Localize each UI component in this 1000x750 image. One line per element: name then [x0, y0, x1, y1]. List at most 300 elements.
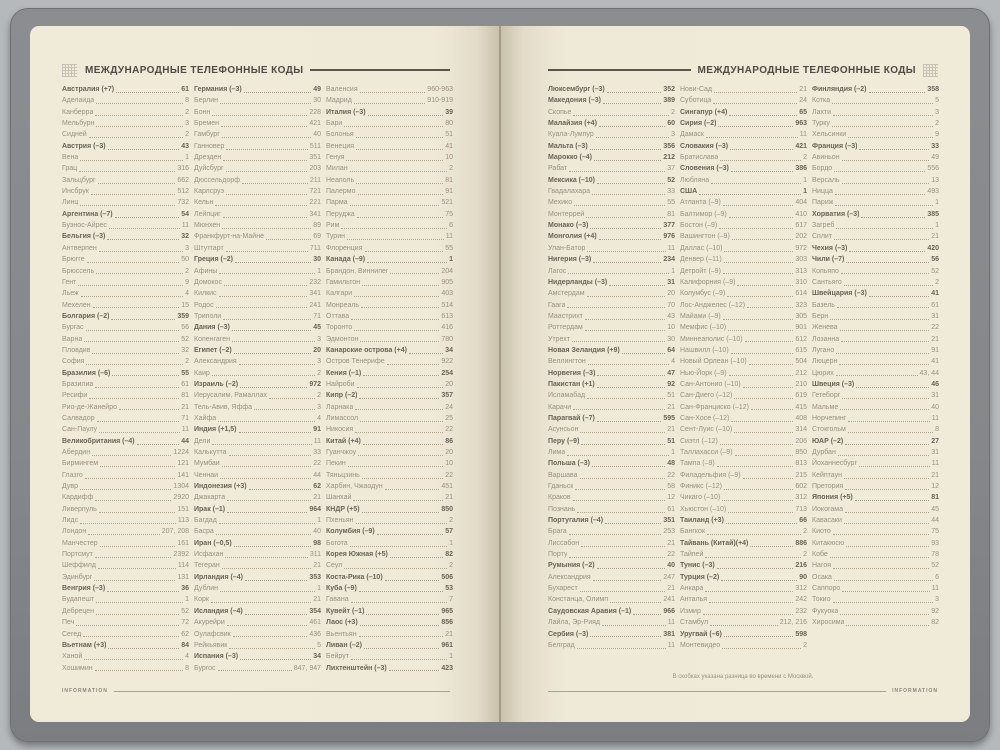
country-code-row: Италия (–3) 39 — [326, 108, 453, 116]
city-code-row: Филадельфия (–9) 215 — [680, 471, 807, 479]
city-code-row: Торонто 416 — [326, 324, 453, 332]
city-code-row: Бургас 56 — [62, 324, 189, 332]
city-code-row: Калифорния (–9) 310 — [680, 278, 807, 286]
timezone-note: В скобках указана разница во времени с Москвой. — [672, 674, 814, 680]
city-code-row: Парма 521 — [326, 199, 453, 207]
city-code-row: Мальме 40 — [812, 403, 939, 411]
city-code-row: Бангкок 2 — [680, 528, 807, 536]
country-code-row: Лихтенштейн (–3) 423 — [326, 664, 453, 672]
information-label: INFORMATION — [892, 688, 938, 694]
city-code-row: Триполи 71 — [194, 312, 321, 320]
city-code-row: Брюгге 50 — [62, 256, 189, 264]
city-code-row: Монтеррей 81 — [548, 210, 675, 218]
city-code-row: Ресифи 81 — [62, 392, 189, 400]
country-code-row: Мексика (–10) 52 — [548, 176, 675, 184]
country-code-row: Марокко (–4) 212 — [548, 154, 675, 162]
city-code-row: Лагос 1 — [548, 267, 675, 275]
city-code-row: Дуйсбург 203 — [194, 165, 321, 173]
city-code-row: Родос 241 — [194, 301, 321, 309]
country-code-row: ЮАР (–2) 27 — [812, 437, 939, 445]
city-code-row: Ченнаи 44 — [194, 471, 321, 479]
country-code-row: Македония (–3) 389 — [548, 97, 675, 105]
city-code-row: Нови-Сад 21 — [680, 86, 807, 93]
country-code-row: Великобритания (–4) 44 — [62, 437, 189, 445]
city-code-row: Сан-Хосе (–12) 408 — [680, 414, 807, 422]
country-code-row: Кения (–1) 254 — [326, 369, 453, 377]
city-code-row: Дюссельдорф 211 — [194, 176, 321, 184]
city-code-row: Анкара 312 — [680, 585, 807, 593]
city-code-row: Франкфурт-на-Майне 69 — [194, 233, 321, 241]
city-code-row: Асунсьон 21 — [548, 426, 675, 434]
country-code-row: Германия (–3) 49 — [194, 86, 321, 93]
paper-spread — [30, 26, 970, 722]
city-code-row: Кобе 78 — [812, 551, 939, 559]
city-code-row: София 2 — [62, 358, 189, 366]
country-code-row: Уругвай (–6) 598 — [680, 630, 807, 638]
country-code-row: Аргентина (–7) 54 — [62, 210, 189, 218]
city-code-row: Любляна 1 — [680, 176, 807, 184]
city-code-row: Сантьяго 2 — [812, 278, 939, 286]
country-code-row: Мальта (–3) 356 — [548, 142, 675, 150]
city-code-row: Линц 732 — [62, 199, 189, 207]
country-code-row: Колумбия (–9) 57 — [326, 528, 453, 536]
city-code-row: Осака 6 — [812, 573, 939, 581]
country-code-row: Словакия (–3) 421 — [680, 142, 807, 150]
city-code-row: Гвадалахара 33 — [548, 188, 675, 196]
country-code-row: Новая Зеландия (+9) 64 — [548, 346, 675, 354]
city-code-row: Котка 5 — [812, 97, 939, 105]
city-code-row: Финикс (–12) 602 — [680, 483, 807, 491]
city-code-row: Люцерн 41 — [812, 358, 939, 366]
city-code-row: Лима 1 — [548, 449, 675, 456]
city-code-row: Акурейри 461 — [194, 619, 321, 627]
country-code-row: Корея Южная (+5) 82 — [326, 551, 453, 559]
city-code-row: Болонья 51 — [326, 131, 453, 139]
city-code-row: Эдмонтон 780 — [326, 335, 453, 343]
city-code-row: Базель 61 — [812, 301, 939, 309]
city-code-row: Венеция 41 — [326, 142, 453, 150]
city-code-row: Братислава 2 — [680, 154, 807, 162]
city-code-row: Детройт (–9) 313 — [680, 267, 807, 275]
city-code-row: Харбин, Чжаодун 451 — [326, 483, 453, 491]
city-code-row: Варшава 22 — [548, 471, 675, 479]
country-code-row: Сирия (–2) 963 — [680, 120, 807, 128]
city-code-row: Дублин 1 — [194, 585, 321, 593]
city-code-row: Денвер (–11) 303 — [680, 256, 807, 264]
city-code-row: Стамбул 212, 216 — [680, 619, 807, 627]
city-code-row: Хельсинки 9 — [812, 131, 939, 139]
city-code-row: Лахти 3 — [812, 108, 939, 116]
city-code-row: Лайла, Эр-Рияд 11 — [548, 619, 675, 627]
country-code-row: США 1 — [680, 188, 807, 196]
page-title: МЕЖДУНАРОДНЫЕ ТЕЛЕФОННЫЕ КОДЫ — [697, 64, 916, 76]
city-code-row: Домокос 232 — [194, 278, 321, 286]
city-code-row: Оттава 613 — [326, 312, 453, 320]
country-code-row: Перу (–9) 51 — [548, 437, 675, 445]
city-code-row: Маастрихт 43 — [548, 312, 675, 320]
country-code-row: Венгрия (–3) 36 — [62, 585, 189, 593]
country-code-row: Исландия (–4) 354 — [194, 607, 321, 615]
city-code-row: Сиэтл (–12) 206 — [680, 437, 807, 445]
city-code-row: Афины 1 — [194, 267, 321, 275]
city-code-row: Брандон, Виннипег 204 — [326, 267, 453, 275]
city-code-row: Мюнхен 89 — [194, 222, 321, 230]
city-code-row: Штутгарт 711 — [194, 244, 321, 252]
city-code-row: Печ 72 — [62, 619, 189, 627]
city-code-row: Лозанна 21 — [812, 335, 939, 343]
city-code-row: Колумбус (–9) 614 — [680, 290, 807, 298]
city-code-row: Кавасаки 44 — [812, 517, 939, 525]
country-code-row: Румыния (–2) 40 — [548, 562, 675, 570]
country-code-row: Индия (+1,5) 91 — [194, 426, 321, 434]
city-code-row: Иерусалим, Рамаллах 2 — [194, 392, 321, 400]
city-code-row: Перуджа 75 — [326, 210, 453, 218]
city-code-row: Никосия 22 — [326, 426, 453, 434]
city-code-row: Сан-Антонио (–10) 210 — [680, 380, 807, 388]
city-code-row: Глазго 141 — [62, 471, 189, 479]
city-code-row: Веллингтон 4 — [548, 358, 675, 366]
city-code-row: Скопье 2 — [548, 108, 675, 116]
country-code-row: Вьетнам (+3) 84 — [62, 641, 189, 649]
city-code-row: Гавана 7 — [326, 596, 453, 604]
city-code-row: Вьентьян 21 — [326, 630, 453, 638]
city-code-row: Лугано 91 — [812, 346, 939, 354]
country-code-row: Турция (–2) 90 — [680, 573, 807, 581]
city-code-row: Найроби 20 — [326, 380, 453, 388]
city-code-row: Антверпен 3 — [62, 244, 189, 252]
city-code-row: Гамбург 40 — [194, 131, 321, 139]
country-code-row: Сербия (–3) 381 — [548, 630, 675, 638]
city-code-row: Мемфис (–10) 901 — [680, 324, 807, 332]
city-code-row: Сан-Франциско (–12) 415 — [680, 403, 807, 411]
country-code-row: Нидерланды (–3) 31 — [548, 278, 675, 286]
city-code-row: Карачи 21 — [548, 403, 675, 411]
city-code-row: Белград 11 — [548, 641, 675, 649]
country-code-row: Таиланд (+3) 66 — [680, 517, 807, 525]
country-code-row: Монголия (+4) 976 — [548, 233, 675, 241]
country-code-row: Словения (–3) 386 — [680, 165, 807, 173]
country-code-row: Финляндия (–2) 358 — [812, 86, 939, 93]
city-code-row: Ницца 493 — [812, 188, 939, 196]
city-code-row: Генуя 10 — [326, 154, 453, 162]
city-code-row: Аделаида 8 — [62, 97, 189, 105]
city-code-row: Лейпциг 341 — [194, 210, 321, 218]
country-code-row: Польша (–3) 48 — [548, 460, 675, 468]
country-code-row: Франция (–3) 33 — [812, 142, 939, 150]
city-code-row: Сент-Луис (–10) 314 — [680, 426, 807, 434]
city-code-row: Копьяпо 52 — [812, 267, 939, 275]
city-code-row: Сидней 2 — [62, 131, 189, 139]
city-code-row: Ганновер 511 — [194, 142, 321, 150]
city-code-row: Грац 316 — [62, 165, 189, 173]
city-code-row: Таллахасси (–9) 850 — [680, 449, 807, 456]
city-code-row: Пекин 10 — [326, 460, 453, 468]
city-code-row: Турин 11 — [326, 233, 453, 241]
country-code-row: Дания (–3) 45 — [194, 324, 321, 332]
city-code-row: Лос-Анджелес (–12) 323 — [680, 301, 807, 309]
city-code-row: Бордо 556 — [812, 165, 939, 173]
country-code-row: Болгария (–2) 359 — [62, 312, 189, 320]
country-code-row: Лаос (+3) 856 — [326, 619, 453, 627]
city-code-row: Даллас (–10) 972 — [680, 244, 807, 252]
city-code-row: Каир 2 — [194, 369, 321, 377]
city-code-row: Куала-Лумпур 3 — [548, 131, 675, 139]
city-code-row: Порту 22 — [548, 551, 675, 559]
city-code-row: Карлсруэ 721 — [194, 188, 321, 196]
city-code-row: Палермо 91 — [326, 188, 453, 196]
city-code-row: Улан-Батор 11 — [548, 244, 675, 252]
country-code-row: Ирландия (–4) 353 — [194, 573, 321, 581]
city-code-row: Суботица 24 — [680, 97, 807, 105]
city-code-row: Калгари 403 — [326, 290, 453, 298]
city-code-row: Дамаск 11 — [680, 131, 807, 139]
city-code-row: Констанца, Олимп 241 — [548, 596, 675, 604]
city-code-row: Абердин 1224 — [62, 449, 189, 456]
city-code-row: Рабат 37 — [548, 165, 675, 173]
city-code-row: Канберра 2 — [62, 108, 189, 116]
city-code-row: Будапешт 1 — [62, 596, 189, 604]
country-code-row: Пакистан (+1) 92 — [548, 380, 675, 388]
country-code-row: Куба (–9) 53 — [326, 585, 453, 593]
city-code-row: Дурбан 31 — [812, 449, 939, 456]
country-code-row: Нигерия (–3) 234 — [548, 256, 675, 264]
city-code-row: Исламабад 51 — [548, 392, 675, 400]
city-code-row: Шеффилд 114 — [62, 562, 189, 570]
city-code-row: Шанхай 21 — [326, 494, 453, 502]
city-code-row: Джакарта 21 — [194, 494, 321, 502]
country-code-row: Канада (–9) 1 — [326, 256, 453, 264]
city-code-row: Манчестер 161 — [62, 539, 189, 547]
country-code-row: Португалия (–4) 351 — [548, 517, 675, 525]
city-code-row: Бейрут 1 — [326, 653, 453, 661]
city-code-row: Гаага 70 — [548, 301, 675, 309]
city-code-row: Гетеборг 31 — [812, 392, 939, 400]
city-code-row: Майами (–9) 305 — [680, 312, 807, 320]
city-code-row: Тегеран 21 — [194, 562, 321, 570]
city-code-row: Вашингтон (–9) 202 — [680, 233, 807, 241]
city-code-row: Бостон (–9) 617 — [680, 222, 807, 230]
city-code-row: Познань 61 — [548, 505, 675, 513]
city-code-row: Инсбрук 512 — [62, 188, 189, 196]
country-code-row: Люксембург (–3) 352 — [548, 86, 675, 93]
city-code-row: Измир 232 — [680, 607, 807, 615]
country-code-row: Саудовская Аравия (–1) 966 — [548, 607, 675, 615]
country-code-row: Ливан (–2) 961 — [326, 641, 453, 649]
city-code-row: Багдад 1 — [194, 517, 321, 525]
city-code-row: Сан-Паулу 11 — [62, 426, 189, 434]
city-code-row: Сеул 2 — [326, 562, 453, 570]
city-code-row: Новый Орлеан (–10) 504 — [680, 358, 807, 366]
city-code-row: Бургос 847, 947 — [194, 664, 321, 672]
country-code-row: Малайзия (+4) 60 — [548, 120, 675, 128]
city-code-row: Дели 11 — [194, 437, 321, 445]
city-code-row: Буэнос-Айрес 11 — [62, 222, 189, 230]
city-code-row: Чикаго (–10) 312 — [680, 494, 807, 502]
country-code-row: Иран (–0,5) 98 — [194, 539, 321, 547]
country-code-row: Швеция (–3) 46 — [812, 380, 939, 388]
city-code-row: Кейптаун 21 — [812, 471, 939, 479]
city-code-row: Загреб 1 — [812, 222, 939, 230]
country-code-row: Коста-Рика (–10) 506 — [326, 573, 453, 581]
country-code-row: Парагвай (–7) 595 — [548, 414, 675, 422]
city-code-row: Мельбурн 3 — [62, 120, 189, 128]
city-code-row: Стокгольм 8 — [812, 426, 939, 434]
city-code-row: Париж 1 — [812, 199, 939, 207]
country-code-row: Бельгия (–3) 32 — [62, 233, 189, 241]
city-code-row: Анталья 242 — [680, 596, 807, 604]
city-code-row: Бразилиа 61 — [62, 380, 189, 388]
city-code-row: Рейкьявик 5 — [194, 641, 321, 649]
country-code-row: Канарские острова (+4) 34 — [326, 346, 453, 354]
city-code-row: Валенсия 960-963 — [326, 86, 453, 93]
city-code-row: Миннеаполис (–10) 612 — [680, 335, 807, 343]
city-code-row: Цюрих 43, 44 — [812, 369, 939, 377]
city-code-row: Лидс 113 — [62, 517, 189, 525]
city-code-row: Тель-Авив, Яффа 3 — [194, 403, 321, 411]
city-code-row: Бонн 228 — [194, 108, 321, 116]
city-code-row: Остров Тенерифе 922 — [326, 358, 453, 366]
country-code-row: Чехия (–3) 420 — [812, 244, 939, 252]
country-code-row: Кувейт (–1) 965 — [326, 607, 453, 615]
city-code-row: Пхеньян 2 — [326, 517, 453, 525]
city-code-row: Гданьск 58 — [548, 483, 675, 491]
country-code-row: Индонезия (+3) 62 — [194, 483, 321, 491]
left-page — [30, 26, 500, 722]
city-code-row: Претория 12 — [812, 483, 939, 491]
city-code-row: Льеж 4 — [62, 290, 189, 298]
country-code-row: Тайвань (Китай)(+4) 886 — [680, 539, 807, 547]
city-code-row: Китакюсю 93 — [812, 539, 939, 547]
city-code-row: Мумбаи 22 — [194, 460, 321, 468]
city-code-row: Лиссабон 21 — [548, 539, 675, 547]
city-code-row: Александрия 3 — [194, 358, 321, 366]
country-code-row: Бразилия (–6) 55 — [62, 369, 189, 377]
country-code-row: Чили (–7) 56 — [812, 256, 939, 264]
city-code-row: Ливерпуль 151 — [62, 505, 189, 513]
city-code-row: Берлин 30 — [194, 97, 321, 105]
country-code-row: Япония (+5) 81 — [812, 494, 939, 502]
city-code-row: Тяньцзинь 22 — [326, 471, 453, 479]
country-code-row: Египет (–2) 20 — [194, 346, 321, 354]
country-code-row: КНДР (+5) 850 — [326, 505, 453, 513]
city-code-row: Портсмут 2392 — [62, 551, 189, 559]
city-code-row: Хиросима 82 — [812, 619, 939, 627]
right-page — [500, 26, 970, 722]
city-code-row: Флоренция 55 — [326, 244, 453, 252]
country-code-row: Китай (+4) 86 — [326, 437, 453, 445]
city-code-row: Роттердам 10 — [548, 324, 675, 332]
city-code-row: Мехелен 15 — [62, 301, 189, 309]
city-code-row: Брюссель 2 — [62, 267, 189, 275]
city-code-row: Эдинбург 131 — [62, 573, 189, 581]
city-code-row: Монреаль 514 — [326, 301, 453, 309]
city-code-row: Рио-де-Жанейро 21 — [62, 403, 189, 411]
city-code-row: Ларнака 24 — [326, 403, 453, 411]
city-code-row: Салвадор 71 — [62, 414, 189, 422]
city-code-row: Турку 2 — [812, 120, 939, 128]
city-code-row: Бари 80 — [326, 120, 453, 128]
city-code-row: Нашвилл (–10) 615 — [680, 346, 807, 354]
city-code-row: Хайфа 4 — [194, 414, 321, 422]
city-code-row: Саппоро 11 — [812, 585, 939, 593]
country-code-row: Греция (–2) 30 — [194, 256, 321, 264]
city-code-row: Богота 1 — [326, 539, 453, 547]
city-code-row: Сан-Диего (–12) 619 — [680, 392, 807, 400]
city-code-row: Хьюстон (–10) 713 — [680, 505, 807, 513]
city-code-row: Мехико 55 — [548, 199, 675, 207]
country-code-row: Сингапур (+4) 65 — [680, 108, 807, 116]
city-code-row: Гент 9 — [62, 278, 189, 286]
city-code-row: Краков 12 — [548, 494, 675, 502]
city-code-row: Токио 3 — [812, 596, 939, 604]
country-code-row: Норвегия (–3) 47 — [548, 369, 675, 377]
country-code-row: Ирак (–1) 964 — [194, 505, 321, 513]
city-code-row: Иокогама 45 — [812, 505, 939, 513]
city-code-row: Гуанчжоу 20 — [326, 449, 453, 456]
city-code-row: Лимассол 25 — [326, 414, 453, 422]
city-code-row: Копенгаген 3 — [194, 335, 321, 343]
page-title: МЕЖДУНАРОДНЫЕ ТЕЛЕФОННЫЕ КОДЫ — [85, 64, 304, 76]
city-code-row: Амстердам 20 — [548, 290, 675, 298]
city-code-row: Сплит 21 — [812, 233, 939, 241]
city-code-row: Хошимин 8 — [62, 664, 189, 672]
country-code-row: Австралия (+7) 61 — [62, 86, 189, 93]
country-code-row: Израиль (–2) 972 — [194, 380, 321, 388]
city-code-row: Александрия 247 — [548, 573, 675, 581]
city-code-row: Норчепинг 11 — [812, 414, 939, 422]
city-code-row: Тайпей 2 — [680, 551, 807, 559]
city-code-row: Версаль 13 — [812, 176, 939, 184]
city-code-row: Киото 75 — [812, 528, 939, 536]
page-gutter — [499, 26, 501, 722]
city-code-row: Берн 31 — [812, 312, 939, 320]
footer-rule — [114, 691, 450, 692]
right-page-footer — [548, 686, 938, 696]
city-code-row: Мадрид 910-919 — [326, 97, 453, 105]
city-code-row: Кельн 221 — [194, 199, 321, 207]
left-page-footer — [62, 686, 450, 696]
city-code-row: Бремен 421 — [194, 120, 321, 128]
country-code-row: Кипр (–2) 357 — [326, 392, 453, 400]
city-code-row: Рим 6 — [326, 222, 453, 230]
city-code-row: Ханой 4 — [62, 653, 189, 661]
city-code-row: Фукуока 92 — [812, 607, 939, 615]
city-code-row: Пловдив 32 — [62, 346, 189, 354]
city-code-row: Неаполь 81 — [326, 176, 453, 184]
country-code-row: Австрия (–3) 43 — [62, 142, 189, 150]
city-code-row: Дувр 1304 — [62, 483, 189, 491]
city-code-row: Атланта (–9) 404 — [680, 199, 807, 207]
city-code-row: Нагоя 52 — [812, 562, 939, 570]
country-code-row: Монако (–3) 377 — [548, 222, 675, 230]
city-code-row: Гамильтон 905 — [326, 278, 453, 286]
city-code-row: Милан 2 — [326, 165, 453, 173]
city-code-row: Авиньон 49 — [812, 154, 939, 162]
city-code-row: Балтимор (–9) 410 — [680, 210, 807, 218]
footer-rule — [548, 691, 886, 692]
city-code-row: Корк 21 — [194, 596, 321, 604]
city-code-row: Зальцбург 662 — [62, 176, 189, 184]
city-code-row: Женева 22 — [812, 324, 939, 332]
city-code-row: Калькутта 33 — [194, 449, 321, 456]
city-code-row: Килкис 341 — [194, 290, 321, 298]
city-code-row: Монтевидео 2 — [680, 641, 807, 649]
city-code-row: Кардифф 2920 — [62, 494, 189, 502]
country-code-row: Тунис (–3) 216 — [680, 562, 807, 570]
city-code-row: Лондон 207, 208 — [62, 528, 189, 536]
country-code-row: Хорватия (–3) 385 — [812, 210, 939, 218]
city-code-row: Варна 52 — [62, 335, 189, 343]
